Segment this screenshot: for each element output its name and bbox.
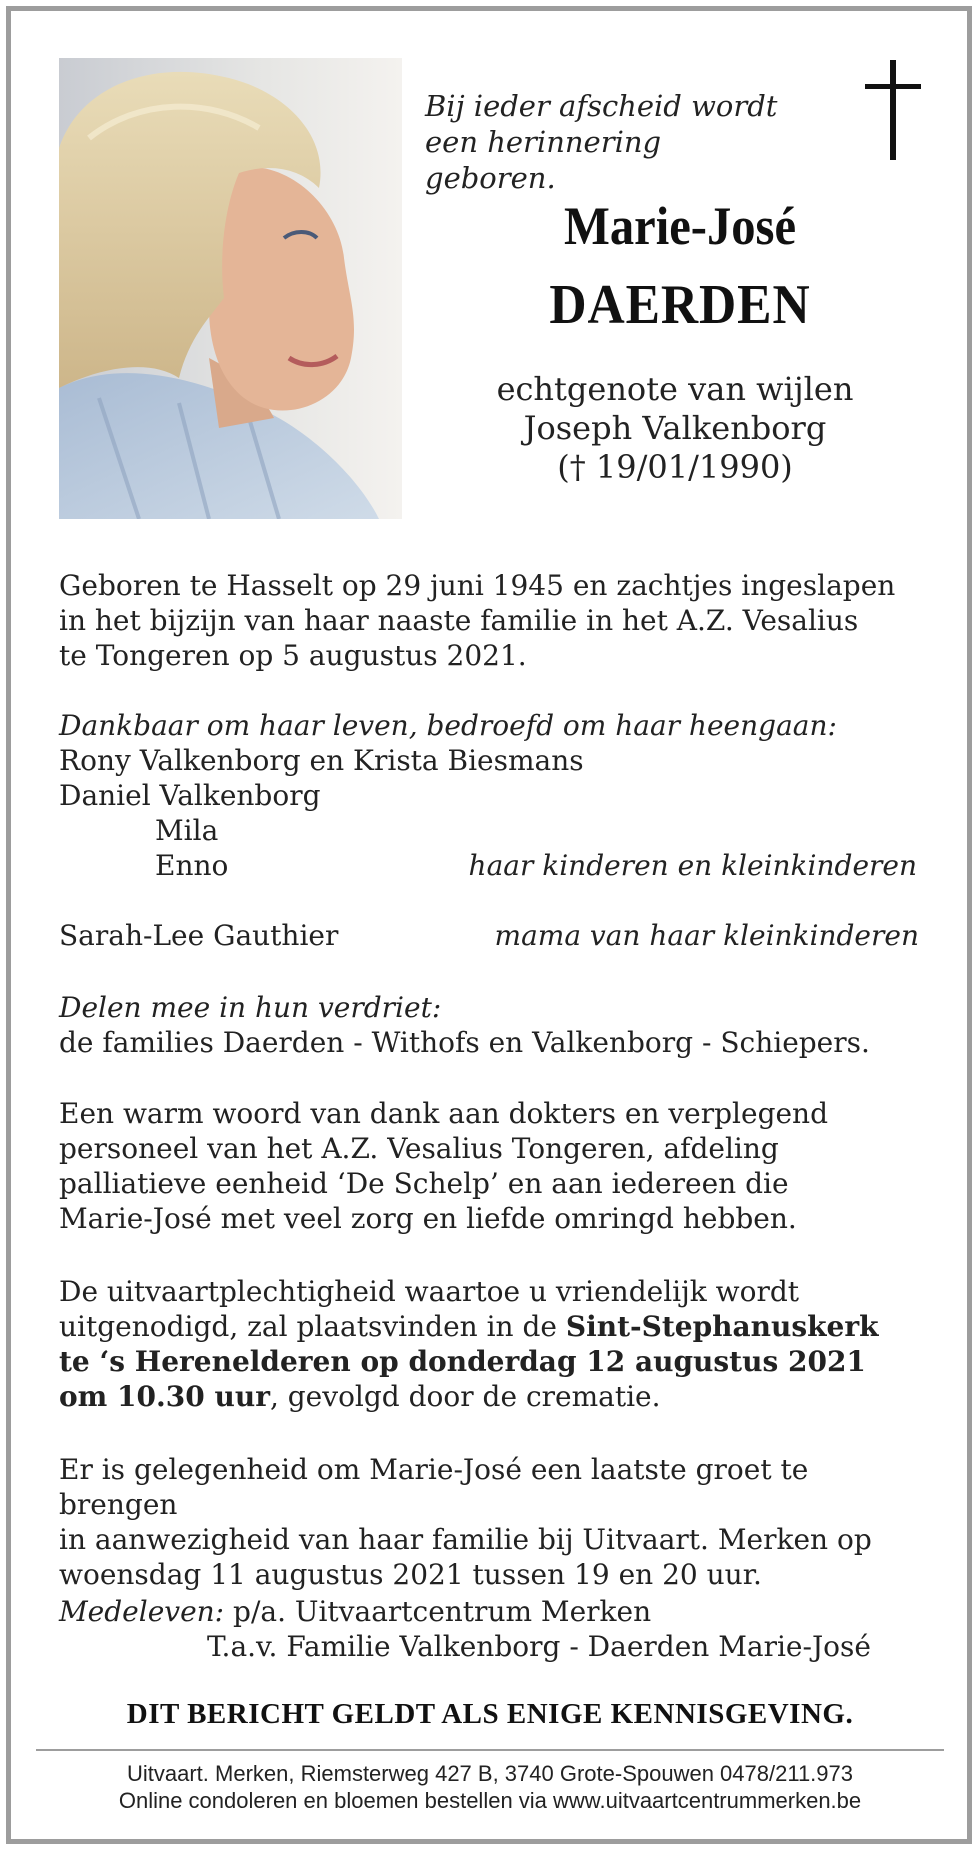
spouse-line-2: Joseph Valkenborg	[523, 409, 827, 447]
deceased-last-name: DAERDEN	[549, 274, 811, 336]
funeral-line-2	[59, 1309, 929, 1344]
condolences-line-1	[59, 1594, 929, 1629]
family-name: Rony Valkenborg en Krista Biesmans	[59, 744, 584, 777]
grandchild-name: Mila	[155, 814, 219, 847]
funeral-line-4	[59, 1379, 929, 1414]
visit-line-2: in aanwezigheid van haar familie bij Uitvaart. Merken op	[59, 1523, 872, 1556]
spouse-info	[470, 370, 880, 487]
birth-line-3: te Tongeren op 5 augustus 2021.	[59, 639, 527, 672]
birth-line-1: Geboren te Hasselt op 29 juni 1945 en zachtjes ingeslapen	[59, 569, 896, 602]
motto	[425, 88, 785, 196]
family-row	[59, 918, 919, 953]
family-section	[59, 708, 919, 953]
spouse-line-1: echtgenote van wijlen	[496, 370, 854, 408]
funeral-time: om 10.30 uur	[59, 1380, 270, 1413]
motto-line-1: Bij ieder afscheid wordt	[425, 89, 778, 123]
thanks-line-3: palliatieve eenheid ‘De Schelp’ en aan iedereen die	[59, 1167, 789, 1200]
funeral-church: Sint-Stephanuskerk	[565, 1310, 879, 1343]
motto-line-2: een herinnering geboren.	[425, 125, 662, 195]
spouse-line-3: († 19/01/1990)	[557, 448, 793, 486]
family-row	[59, 848, 917, 883]
visit-line-3: woensdag 11 augustus 2021 tussen 19 en 20 uur.	[59, 1558, 762, 1591]
funeral-paragraph	[59, 1274, 929, 1414]
other-role: mama van haar kleinkinderen	[494, 919, 919, 952]
sharing-section	[59, 990, 929, 1060]
funeral-date: te ‘s Herenelderen op donderdag 12 augustus 2021	[59, 1345, 866, 1378]
notice-text: DIT BERICHT GELDT ALS ENIGE KENNISGEVING.	[126, 1698, 854, 1730]
sharing-intro: Delen mee in hun verdriet:	[59, 991, 442, 1024]
birth-line-2: in het bijzijn van haar naaste familie in het A.Z. Vesalius	[59, 604, 859, 637]
thanks-paragraph	[59, 1096, 929, 1236]
portrait-photo	[59, 58, 402, 519]
sharing-families: de families Daerden - Withofs en Valkenborg - Schiepers.	[59, 1026, 870, 1059]
funeral-line-4-text: , gevolgd door de crematie.	[269, 1380, 661, 1413]
footer-line-1: Uitvaart. Merken, Riemsterweg 427 B, 3740 Grote-Spouwen 0478/211.973	[127, 1761, 853, 1786]
family-intro: Dankbaar om haar leven, bedroefd om haar heengaan:	[59, 709, 837, 742]
divider	[36, 1749, 944, 1751]
footer	[0, 1760, 980, 1814]
condolences-address-2: T.a.v. Familie Valkenborg - Daerden Marie-José	[207, 1630, 871, 1663]
footer-line-2: Online condoleren en bloemen bestellen via www.uitvaartcentrummerken.be	[118, 1788, 862, 1813]
funeral-line-1: De uitvaartplechtigheid waartoe u vriendelijk wordt	[59, 1275, 800, 1308]
family-name: Daniel Valkenborg	[59, 779, 321, 812]
family-name: Sarah-Lee Gauthier	[59, 919, 339, 952]
visit-paragraph	[59, 1452, 929, 1592]
thanks-line-4: Marie-José met veel zorg en liefde omringd hebben.	[59, 1202, 797, 1235]
thanks-line-1: Een warm woord van dank aan dokters en verplegend	[59, 1097, 829, 1130]
condolences-address-1: p/a. Uitvaartcentrum Merken	[224, 1595, 652, 1628]
deceased-first-name: Marie-José	[563, 196, 797, 256]
condolences-section	[59, 1594, 929, 1664]
birth-paragraph	[59, 568, 929, 673]
funeral-line-2-text: uitgenodigd, zal plaatsvinden in de	[59, 1310, 566, 1343]
cross-icon	[865, 60, 921, 160]
thanks-line-2: personeel van het A.Z. Vesalius Tongeren, afdeling	[59, 1132, 779, 1165]
grandchild-name: Enno	[155, 849, 229, 882]
condolences-label: Medeleven:	[59, 1595, 225, 1628]
visit-line-1: Er is gelegenheid om Marie-José een laatste groet te brengen	[59, 1453, 809, 1521]
children-role: haar kinderen en kleinkinderen	[468, 849, 917, 882]
